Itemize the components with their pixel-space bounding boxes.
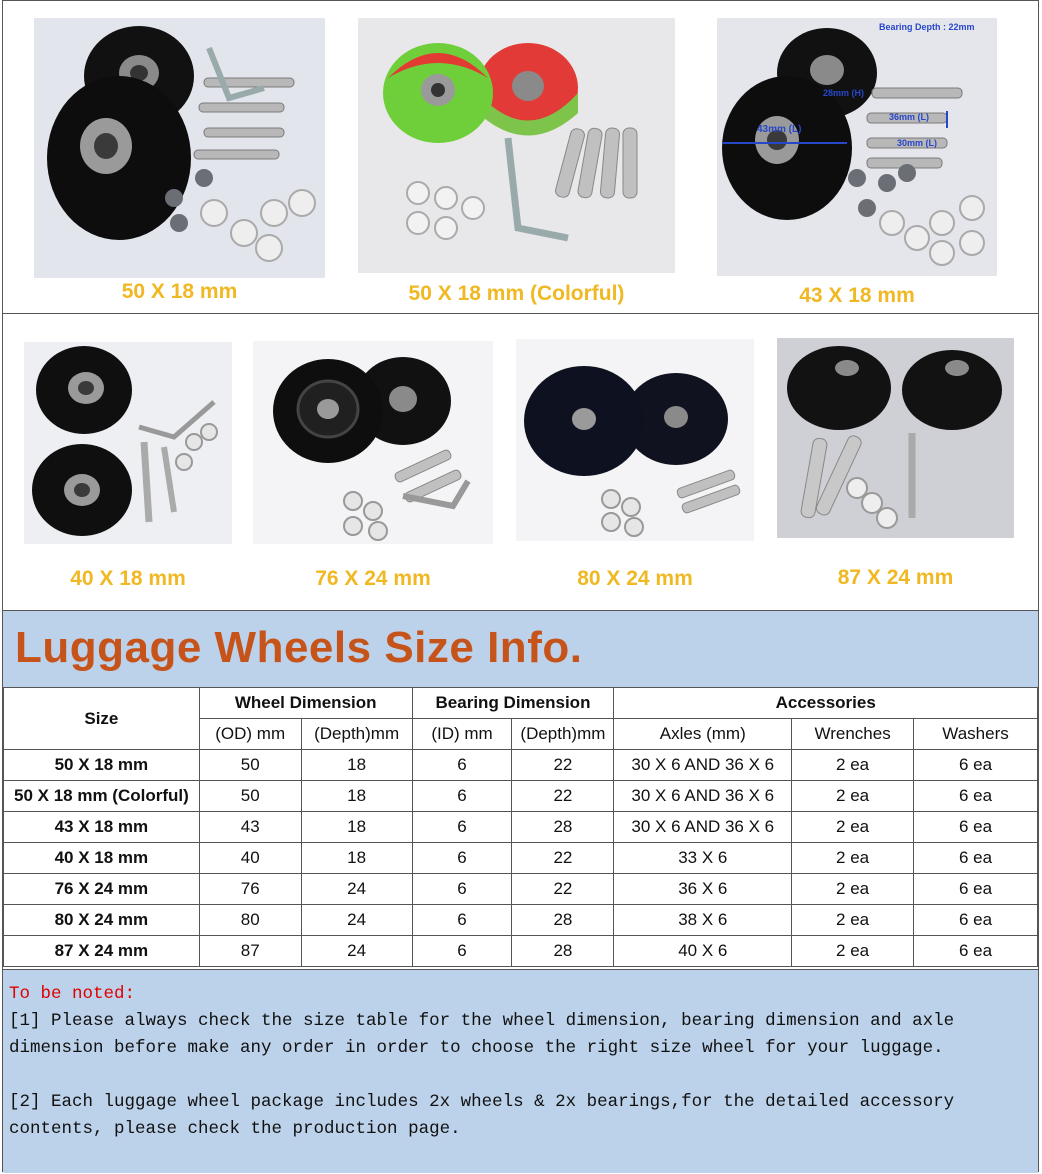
- table-header-row: [4, 688, 1038, 719]
- header-size: Size: [4, 688, 200, 750]
- wheel-photo-80x24: [516, 339, 754, 541]
- cell-od: 40: [199, 843, 301, 874]
- cell-wheel-depth: 24: [301, 936, 412, 967]
- heading-band: [3, 611, 1038, 688]
- cell-size: 87 X 24 mm: [4, 936, 200, 967]
- cell-wrenches: 2 ea: [792, 781, 914, 812]
- cell-wheel-depth: 18: [301, 812, 412, 843]
- table-row: [4, 750, 1038, 781]
- cell-axles: 33 X 6: [614, 843, 792, 874]
- cell-wheel-depth: 18: [301, 843, 412, 874]
- cell-od: 80: [199, 905, 301, 936]
- product-info-sheet: [2, 0, 1039, 1172]
- annotation-30mm-l: 30mm (L): [897, 138, 938, 148]
- cell-size: 50 X 18 mm: [4, 750, 200, 781]
- cell-od: 87: [199, 936, 301, 967]
- wheel-photo-50x18: [34, 18, 325, 278]
- photo-row-top: [3, 1, 1038, 314]
- cell-washers: 6 ea: [914, 781, 1038, 812]
- cell-bearing-depth: 22: [512, 843, 614, 874]
- cell-washers: 6 ea: [914, 905, 1038, 936]
- header-wheel-dimension: Wheel Dimension: [199, 688, 412, 719]
- notes-panel: [3, 969, 1038, 1173]
- subheader-wheel-depth: (Depth)mm: [301, 719, 412, 750]
- subheader-bearing-depth: (Depth)mm: [512, 719, 614, 750]
- page-title: Luggage Wheels Size Info.: [15, 623, 583, 672]
- cell-size: 40 X 18 mm: [4, 843, 200, 874]
- size-table: [3, 687, 1038, 967]
- cell-bearing-depth: 22: [512, 874, 614, 905]
- cell-wrenches: 2 ea: [792, 874, 914, 905]
- wheel-photo-87x24: [777, 338, 1014, 538]
- cell-od: 76: [199, 874, 301, 905]
- cell-bearing-depth: 28: [512, 936, 614, 967]
- table-row: [4, 812, 1038, 843]
- caption-43x18: 43 X 18 mm: [799, 284, 915, 307]
- cell-washers: 6 ea: [914, 843, 1038, 874]
- note-1: [1] Please always check the size table for the wheel dimension, bearing dimension and axle dimension before make any order in order to choose the right size wheel for your luggage.: [9, 1011, 955, 1058]
- cell-washers: 6 ea: [914, 812, 1038, 843]
- cell-bearing-depth: 22: [512, 750, 614, 781]
- cell-bearing-depth: 22: [512, 781, 614, 812]
- cell-bearing-depth: 28: [512, 905, 614, 936]
- cell-washers: 6 ea: [914, 750, 1038, 781]
- cell-id: 6: [412, 812, 512, 843]
- cell-axles: 30 X 6 AND 36 X 6: [614, 812, 792, 843]
- annotation-bearing-depth: Bearing Depth : 22mm: [879, 22, 975, 32]
- cell-wrenches: 2 ea: [792, 843, 914, 874]
- cell-size: 76 X 24 mm: [4, 874, 200, 905]
- cell-id: 6: [412, 781, 512, 812]
- caption-76x24: 76 X 24 mm: [315, 567, 431, 590]
- cell-wheel-depth: 18: [301, 750, 412, 781]
- cell-size: 50 X 18 mm (Colorful): [4, 781, 200, 812]
- note-2: [2] Each luggage wheel package includes 2x wheels & 2x bearings,for the detailed accessory contents, please check the production page.: [9, 1092, 955, 1139]
- subheader-id: (ID) mm: [412, 719, 512, 750]
- subheader-washers: Washers: [914, 719, 1038, 750]
- cell-axles: 36 X 6: [614, 874, 792, 905]
- wheel-photo-40x18: [24, 342, 232, 544]
- header-accessories: Accessories: [614, 688, 1038, 719]
- cell-od: 50: [199, 781, 301, 812]
- photo-row-bottom: [3, 314, 1038, 611]
- wheel-photo-76x24: [253, 341, 493, 544]
- annotation-36mm-l: 36mm (L): [889, 112, 930, 122]
- cell-wrenches: 2 ea: [792, 812, 914, 843]
- cell-axles: 30 X 6 AND 36 X 6: [614, 750, 792, 781]
- subheader-od: (OD) mm: [199, 719, 301, 750]
- caption-87x24: 87 X 24 mm: [837, 566, 954, 589]
- cell-wheel-depth: 24: [301, 874, 412, 905]
- cell-wrenches: 2 ea: [792, 905, 914, 936]
- notes-title: To be noted:: [9, 984, 136, 1004]
- caption-50x18-colorful: 50 X 18 mm (Colorful): [408, 282, 625, 305]
- table-row: [4, 874, 1038, 905]
- cell-bearing-depth: 28: [512, 812, 614, 843]
- table-row: [4, 936, 1038, 967]
- caption-40x18: 40 X 18 mm: [70, 567, 186, 590]
- cell-id: 6: [412, 750, 512, 781]
- cell-od: 43: [199, 812, 301, 843]
- cell-id: 6: [412, 905, 512, 936]
- cell-wheel-depth: 18: [301, 781, 412, 812]
- cell-size: 80 X 24 mm: [4, 905, 200, 936]
- wheel-photo-50x18-colorful: [358, 18, 675, 273]
- cell-axles: 30 X 6 AND 36 X 6: [614, 781, 792, 812]
- annotation-28mm-h: 28mm (H): [823, 88, 865, 98]
- wheel-photo-43x18: [717, 18, 997, 276]
- cell-id: 6: [412, 874, 512, 905]
- table-row: [4, 843, 1038, 874]
- annotation-43mm-l: 43mm (L): [757, 124, 802, 135]
- subheader-wrenches: Wrenches: [792, 719, 914, 750]
- cell-washers: 6 ea: [914, 936, 1038, 967]
- cell-size: 43 X 18 mm: [4, 812, 200, 843]
- cell-axles: 40 X 6: [614, 936, 792, 967]
- subheader-axles: Axles (mm): [614, 719, 792, 750]
- table-row: [4, 781, 1038, 812]
- cell-od: 50: [199, 750, 301, 781]
- caption-80x24: 80 X 24 mm: [577, 567, 693, 590]
- cell-axles: 38 X 6: [614, 905, 792, 936]
- cell-id: 6: [412, 843, 512, 874]
- cell-wrenches: 2 ea: [792, 750, 914, 781]
- caption-50x18: 50 X 18 mm: [121, 280, 238, 303]
- cell-washers: 6 ea: [914, 874, 1038, 905]
- table-row: [4, 905, 1038, 936]
- cell-wheel-depth: 24: [301, 905, 412, 936]
- header-bearing-dimension: Bearing Dimension: [412, 688, 614, 719]
- cell-wrenches: 2 ea: [792, 936, 914, 967]
- cell-id: 6: [412, 936, 512, 967]
